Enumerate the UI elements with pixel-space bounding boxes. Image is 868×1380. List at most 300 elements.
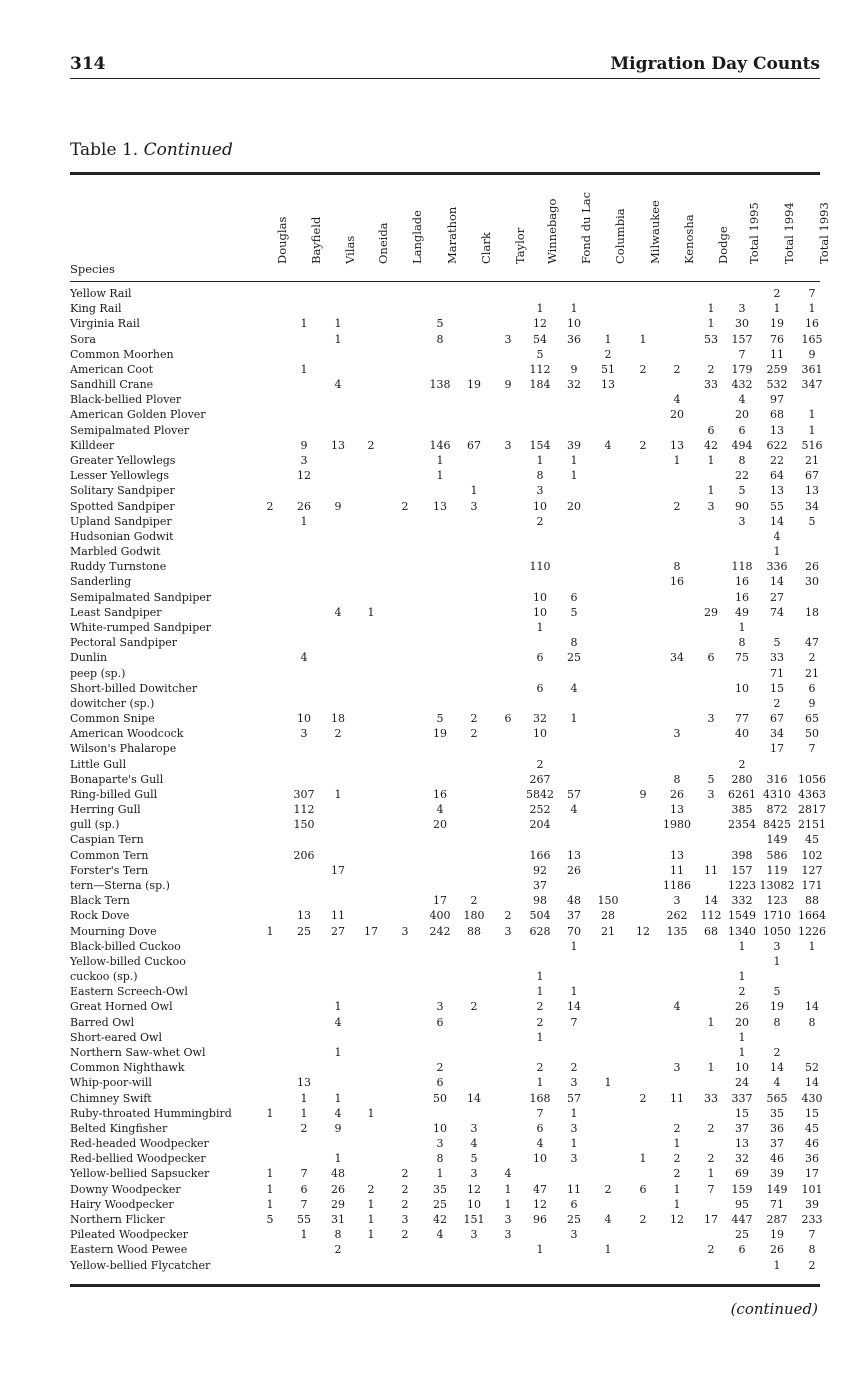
count-cell: 1 [738, 1030, 746, 1044]
count-cell: 25 [433, 1197, 447, 1211]
count-cell: 7 [707, 1182, 715, 1196]
count-cell: 18 [331, 712, 345, 726]
running-header [70, 54, 820, 79]
count-cell: 10 [533, 499, 547, 513]
count-cell: 336 [766, 560, 788, 574]
count-cell: 21 [805, 666, 819, 680]
species-name: Downy Woodpecker [70, 1182, 181, 1196]
count-cell: 3 [401, 924, 409, 938]
count-cell: 2354 [728, 818, 756, 832]
count-cell: 2 [604, 1182, 612, 1196]
table-row [70, 454, 830, 469]
count-cell: 149 [766, 833, 788, 847]
count-cell: 1 [536, 970, 544, 984]
count-cell: 12 [636, 924, 650, 938]
count-cell: 26 [331, 1182, 345, 1196]
count-cell: 5 [436, 317, 444, 331]
count-cell: 39 [770, 1167, 784, 1181]
count-cell: 1 [300, 1106, 308, 1120]
species-name: Common Snipe [70, 712, 155, 726]
table-row [70, 773, 830, 788]
count-cell: 55 [297, 1212, 311, 1226]
table-bottom-rule [70, 1284, 820, 1287]
count-cell: 7 [536, 1106, 544, 1120]
count-cell: 13 [670, 803, 684, 817]
count-cell: 75 [735, 651, 749, 665]
count-cell: 2 [570, 1061, 578, 1075]
count-cell: 14 [567, 1000, 581, 1014]
table-row [70, 545, 830, 560]
count-cell: 1 [570, 985, 578, 999]
count-cell: 6 [436, 1015, 444, 1029]
count-cell: 8 [673, 772, 681, 786]
species-name: Yellow-bellied Sapsucker [70, 1167, 210, 1181]
count-cell: 2 [738, 757, 746, 771]
count-cell: 2 [470, 727, 478, 741]
count-cell: 3 [300, 727, 308, 741]
column-header-label: Columbia [613, 208, 627, 264]
species-name: Northern Flicker [70, 1212, 165, 1226]
species-name: Black-bellied Plover [70, 393, 182, 407]
count-cell: 1 [536, 985, 544, 999]
table-row [70, 818, 830, 833]
count-cell: 1 [266, 924, 274, 938]
count-cell: 2 [808, 651, 816, 665]
count-cell: 1 [673, 1182, 681, 1196]
count-cell: 74 [770, 605, 784, 619]
species-name: Red-bellied Woodpecker [70, 1152, 206, 1166]
count-cell: 2 [707, 1243, 715, 1257]
count-cell: 149 [766, 1182, 788, 1196]
count-cell: 2 [266, 499, 274, 513]
species-name: Pileated Woodpecker [70, 1228, 188, 1242]
table-row [70, 484, 830, 499]
count-cell: 2 [673, 1121, 681, 1135]
table-row [70, 1092, 830, 1107]
count-cell: 57 [567, 787, 581, 801]
count-cell: 29 [331, 1197, 345, 1211]
count-cell: 3 [570, 1228, 578, 1242]
count-cell: 51 [601, 362, 615, 376]
count-cell: 5842 [526, 787, 554, 801]
count-cell: 2 [436, 1061, 444, 1075]
count-cell: 4 [773, 529, 781, 543]
count-cell: 35 [770, 1106, 784, 1120]
continued-note: (continued) [730, 1300, 818, 1318]
count-cell: 4 [604, 1212, 612, 1226]
table-caption-prefix: Table 1. [70, 140, 139, 160]
table-row [70, 788, 830, 803]
count-cell: 26 [567, 863, 581, 877]
count-cell: 1 [604, 1076, 612, 1090]
count-cell: 12 [533, 1197, 547, 1211]
count-cell: 24 [735, 1076, 749, 1090]
count-cell: 13 [433, 499, 447, 513]
count-cell: 39 [567, 438, 581, 452]
count-cell: 33 [770, 651, 784, 665]
table-row [70, 378, 830, 393]
count-cell: 1 [536, 302, 544, 316]
count-cell: 95 [735, 1197, 749, 1211]
column-header-label: Marathon [445, 206, 459, 264]
count-cell: 22 [770, 453, 784, 467]
count-cell: 6 [504, 712, 512, 726]
species-name: Semipalmated Plover [70, 423, 190, 437]
count-cell: 385 [731, 803, 753, 817]
count-cell: 54 [533, 332, 547, 346]
species-name: Black-billed Cuckoo [70, 939, 181, 953]
count-cell: 55 [770, 499, 784, 513]
count-cell: 6 [536, 1121, 544, 1135]
count-cell: 2 [401, 499, 409, 513]
table-row [70, 940, 830, 955]
count-cell: 3 [504, 924, 512, 938]
count-cell: 97 [770, 393, 784, 407]
count-cell: 14 [704, 894, 718, 908]
count-cell: 287 [766, 1212, 788, 1226]
count-cell: 347 [801, 378, 823, 392]
count-cell: 3 [707, 499, 715, 513]
species-name: Hudsonian Godwit [70, 529, 174, 543]
count-cell: 1 [570, 469, 578, 483]
count-cell: 26 [670, 787, 684, 801]
count-cell: 2 [773, 287, 781, 300]
count-cell: 9 [334, 1121, 342, 1135]
count-cell: 32 [735, 1152, 749, 1166]
table-row [70, 894, 830, 909]
count-cell: 447 [731, 1212, 753, 1226]
count-cell: 6 [707, 423, 715, 437]
table-row [70, 287, 830, 302]
species-name: Ring-billed Gull [70, 787, 158, 801]
species-name: Little Gull [70, 757, 127, 771]
species-name: Wilson's Phalarope [70, 742, 177, 756]
count-cell: 2 [367, 1182, 375, 1196]
count-cell: 2 [673, 362, 681, 376]
count-cell: 48 [331, 1167, 345, 1181]
count-cell: 20 [433, 818, 447, 832]
count-cell: 13 [670, 848, 684, 862]
species-name: Herring Gull [70, 803, 141, 817]
count-cell: 332 [731, 894, 753, 908]
count-cell: 1 [334, 1046, 342, 1059]
species-name: Ruby-throated Hummingbird [70, 1106, 232, 1120]
table-caption [70, 140, 233, 160]
count-cell: 4 [470, 1137, 478, 1151]
table-row [70, 302, 830, 317]
count-cell: 586 [766, 848, 788, 862]
count-cell: 337 [731, 1091, 753, 1105]
count-cell: 1 [300, 1228, 308, 1242]
count-cell: 1 [639, 332, 647, 346]
count-cell: 7 [808, 287, 816, 300]
count-cell: 118 [731, 560, 753, 574]
table-row [70, 500, 830, 515]
column-header-label: Douglas [275, 216, 289, 264]
count-cell: 11 [670, 1091, 684, 1105]
count-cell: 3 [570, 1076, 578, 1090]
table-row [70, 1046, 830, 1061]
count-cell: 76 [770, 332, 784, 346]
table-row [70, 1152, 830, 1167]
count-cell: 17 [805, 1167, 819, 1181]
table-row [70, 651, 830, 666]
count-cell: 6 [808, 681, 816, 695]
count-cell: 1 [367, 1106, 375, 1120]
count-cell: 1 [266, 1106, 274, 1120]
count-cell: 4 [504, 1167, 512, 1181]
count-cell: 92 [533, 863, 547, 877]
table-row [70, 727, 830, 742]
count-cell: 71 [770, 666, 784, 680]
count-cell: 123 [766, 894, 788, 908]
table-row [70, 469, 830, 484]
species-name: Belted Kingfisher [70, 1121, 168, 1135]
table-row [70, 667, 830, 682]
count-cell: 233 [801, 1212, 823, 1226]
count-cell: 17 [364, 924, 378, 938]
count-cell: 20 [670, 408, 684, 422]
count-cell: 4 [570, 803, 578, 817]
count-cell: 33 [704, 378, 718, 392]
count-cell: 13 [770, 484, 784, 498]
species-name: Virginia Rail [70, 317, 140, 331]
table-row [70, 1167, 830, 1182]
count-cell: 49 [735, 605, 749, 619]
species-name: peep (sp.) [70, 666, 126, 680]
count-cell: 67 [467, 438, 481, 452]
count-cell: 1 [536, 453, 544, 467]
count-cell: 532 [766, 378, 788, 392]
species-name: King Rail [70, 302, 122, 316]
count-cell: 1 [604, 1243, 612, 1257]
count-cell: 1 [300, 1091, 308, 1105]
count-cell: 98 [533, 894, 547, 908]
table-row [70, 1016, 830, 1031]
count-cell: 2 [707, 1121, 715, 1135]
species-name: dowitcher (sp.) [70, 696, 155, 710]
table-row [70, 393, 830, 408]
count-cell: 171 [801, 879, 823, 893]
count-cell: 4 [738, 393, 746, 407]
count-cell: 13 [297, 909, 311, 923]
species-name: Northern Saw-whet Owl [70, 1046, 206, 1059]
count-cell: 14 [770, 514, 784, 528]
count-cell: 53 [704, 332, 718, 346]
table-row [70, 1259, 830, 1274]
count-cell: 5 [570, 605, 578, 619]
running-title: Migration Day Counts [610, 54, 820, 74]
count-cell: 4 [334, 1015, 342, 1029]
count-cell: 32 [533, 712, 547, 726]
count-cell: 3 [470, 1121, 478, 1135]
count-cell: 1549 [728, 909, 756, 923]
count-cell: 6 [536, 681, 544, 695]
species-name: Caspian Tern [70, 833, 144, 847]
count-cell: 31 [331, 1212, 345, 1226]
count-cell: 5 [773, 636, 781, 650]
column-header-label: Taylor [513, 227, 527, 264]
count-cell: 1 [707, 302, 715, 316]
count-cell: 157 [731, 332, 753, 346]
count-cell: 14 [805, 1000, 819, 1014]
count-cell: 3 [300, 453, 308, 467]
count-cell: 3 [504, 1228, 512, 1242]
count-cell: 8425 [763, 818, 791, 832]
count-cell: 2 [639, 362, 647, 376]
table-row [70, 1000, 830, 1015]
species-name: Short-eared Owl [70, 1030, 162, 1044]
count-cell: 26 [297, 499, 311, 513]
count-cell: 4 [334, 378, 342, 392]
count-cell: 135 [666, 924, 688, 938]
count-cell: 7 [738, 347, 746, 361]
species-name: Lesser Yellowlegs [70, 469, 169, 483]
count-cell: 16 [433, 787, 447, 801]
count-cell: 30 [805, 575, 819, 589]
count-cell: 26 [735, 1000, 749, 1014]
count-cell: 5 [773, 985, 781, 999]
species-name: Eastern Screech-Owl [70, 985, 188, 999]
count-cell: 8 [773, 1015, 781, 1029]
count-cell: 1 [300, 514, 308, 528]
count-cell: 3 [401, 1212, 409, 1226]
table-row [70, 1076, 830, 1091]
count-cell: 9 [334, 499, 342, 513]
table-row [70, 439, 830, 454]
count-cell: 1 [673, 453, 681, 467]
count-cell: 50 [805, 727, 819, 741]
table-row [70, 925, 830, 940]
count-cell: 30 [735, 317, 749, 331]
count-cell: 50 [433, 1091, 447, 1105]
count-cell: 12 [467, 1182, 481, 1196]
count-cell: 6 [536, 651, 544, 665]
species-name: Red-headed Woodpecker [70, 1137, 209, 1151]
count-cell: 77 [735, 712, 749, 726]
count-cell: 12 [670, 1212, 684, 1226]
count-cell: 206 [293, 848, 315, 862]
count-cell: 46 [770, 1152, 784, 1166]
count-cell: 2 [673, 499, 681, 513]
count-cell: 6 [707, 651, 715, 665]
count-cell: 6261 [728, 787, 756, 801]
count-cell: 1 [266, 1197, 274, 1211]
count-cell: 400 [429, 909, 451, 923]
count-cell: 2 [773, 696, 781, 710]
count-cell: 29 [704, 605, 718, 619]
count-cell: 2 [604, 347, 612, 361]
table-row [70, 758, 830, 773]
count-cell: 13 [670, 438, 684, 452]
count-cell: 5 [436, 712, 444, 726]
count-cell: 398 [731, 848, 753, 862]
count-cell: 494 [731, 438, 753, 452]
count-cell: 361 [801, 362, 823, 376]
count-cell: 4 [436, 803, 444, 817]
count-cell: 17 [433, 894, 447, 908]
count-cell: 252 [529, 803, 551, 817]
count-cell: 4 [334, 1106, 342, 1120]
count-cell: 1 [300, 362, 308, 376]
count-cell: 267 [529, 772, 551, 786]
count-cell: 3 [738, 514, 746, 528]
count-cell: 34 [670, 651, 684, 665]
count-cell: 2 [470, 894, 478, 908]
count-cell: 19 [467, 378, 481, 392]
count-cell: 1 [808, 423, 816, 437]
count-cell: 1 [738, 1046, 746, 1059]
count-cell: 154 [529, 438, 551, 452]
column-header-label: Winnebago [545, 198, 559, 264]
species-name: Yellow-billed Cuckoo [70, 954, 186, 968]
count-cell: 68 [770, 408, 784, 422]
count-cell: 7 [808, 1228, 816, 1242]
count-cell: 8 [436, 1152, 444, 1166]
table-row [70, 985, 830, 1000]
count-cell: 138 [429, 378, 451, 392]
count-cell: 14 [805, 1076, 819, 1090]
count-cell: 1 [570, 302, 578, 316]
count-cell: 1 [536, 1076, 544, 1090]
count-cell: 1 [266, 1167, 274, 1181]
count-cell: 47 [805, 636, 819, 650]
count-cell: 1340 [728, 924, 756, 938]
count-cell: 1 [570, 453, 578, 467]
count-cell: 2 [673, 1152, 681, 1166]
count-cell: 1 [773, 302, 781, 316]
count-cell: 1 [707, 1167, 715, 1181]
count-cell: 8 [738, 453, 746, 467]
count-cell: 1 [367, 605, 375, 619]
count-cell: 13 [297, 1076, 311, 1090]
count-cell: 69 [735, 1167, 749, 1181]
species-name: gull (sp.) [70, 818, 120, 832]
count-cell: 112 [700, 909, 722, 923]
table-row [70, 1061, 830, 1076]
count-cell: 4 [334, 605, 342, 619]
table-row [70, 1122, 830, 1137]
count-cell: 10 [297, 712, 311, 726]
count-cell: 27 [331, 924, 345, 938]
species-name: Whip-poor-will [70, 1076, 152, 1090]
count-cell: 8 [436, 332, 444, 346]
count-cell: 3 [707, 712, 715, 726]
count-cell: 15 [735, 1106, 749, 1120]
count-cell: 622 [766, 438, 788, 452]
count-cell: 1 [504, 1182, 512, 1196]
column-header-label: Total 1994 [782, 202, 796, 264]
count-cell: 3 [470, 1228, 478, 1242]
table-header-rule [70, 281, 820, 282]
column-header-label: Clark [479, 232, 493, 264]
count-cell: 1 [707, 453, 715, 467]
count-cell: 2 [504, 909, 512, 923]
count-cell: 1 [367, 1212, 375, 1226]
table-row [70, 348, 830, 363]
table-row [70, 803, 830, 818]
count-cell: 1980 [663, 818, 691, 832]
count-cell: 180 [463, 909, 485, 923]
count-cell: 3 [470, 1167, 478, 1181]
table-row [70, 833, 830, 848]
count-cell: 262 [666, 909, 688, 923]
count-cell: 1 [808, 302, 816, 316]
column-header-label: Langlade [410, 210, 424, 264]
count-cell: 21 [805, 453, 819, 467]
table-row [70, 682, 830, 697]
count-cell: 1 [334, 332, 342, 346]
